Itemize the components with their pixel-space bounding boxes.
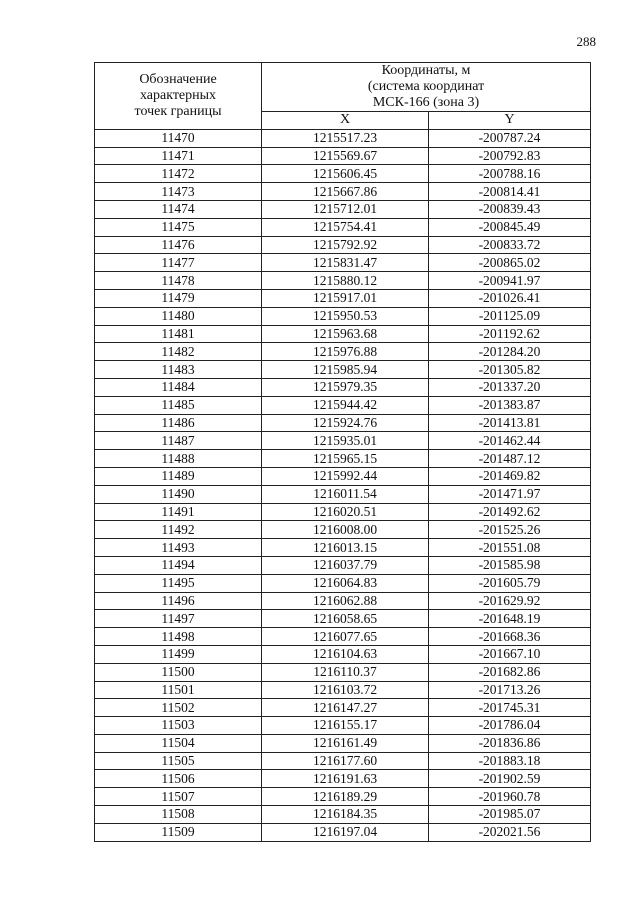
point-id-cell: 11479 [95,289,262,307]
table-row [95,343,591,361]
table-row [95,147,591,165]
x-coordinate-cell: 1216191.63 [262,770,429,788]
x-coordinate-cell: 1216184.35 [262,806,429,824]
table-row [95,592,591,610]
y-coordinate-cell: -201492.62 [429,503,591,521]
point-id-cell: 11492 [95,521,262,539]
y-coordinate-cell: -201337.20 [429,378,591,396]
y-coordinate-cell: -201026.41 [429,289,591,307]
x-coordinate-cell: 1215667.86 [262,183,429,201]
coordinates-table [94,62,591,842]
point-header-line: Обозначение [139,71,217,87]
y-coordinate-cell: -200839.43 [429,200,591,218]
table-row [95,539,591,557]
x-coordinate-cell: 1215880.12 [262,272,429,290]
point-id-cell: 11494 [95,556,262,574]
table-row [95,361,591,379]
x-coordinate-cell: 1215924.76 [262,414,429,432]
coords-header-line: МСК-166 (зона 3) [372,95,480,110]
table-row [95,645,591,663]
y-coordinate-cell: -201585.98 [429,556,591,574]
x-coordinate-cell: 1215985.94 [262,361,429,379]
point-column-header [95,63,262,130]
y-coordinate-cell: -202021.56 [429,823,591,841]
point-id-cell: 11502 [95,699,262,717]
y-coordinate-cell: -201525.26 [429,521,591,539]
point-id-cell: 11470 [95,129,262,147]
x-coordinate-cell: 1216013.15 [262,539,429,557]
y-coordinate-cell: -201629.92 [429,592,591,610]
x-coordinate-cell: 1215831.47 [262,254,429,272]
table-row [95,183,591,201]
point-id-cell: 11501 [95,681,262,699]
y-coordinate-cell: -201284.20 [429,343,591,361]
table-row [95,432,591,450]
point-id-cell: 11474 [95,200,262,218]
y-coordinate-cell: -200833.72 [429,236,591,254]
point-id-cell: 11473 [95,183,262,201]
table-row [95,254,591,272]
y-coordinate-cell: -201413.81 [429,414,591,432]
x-coordinate-cell: 1215754.41 [262,218,429,236]
table-row [95,236,591,254]
point-id-cell: 11472 [95,165,262,183]
x-coordinate-cell: 1215606.45 [262,165,429,183]
point-id-cell: 11503 [95,717,262,735]
table-row [95,823,591,841]
table-row [95,129,591,147]
point-id-cell: 11498 [95,628,262,646]
point-id-cell: 11504 [95,734,262,752]
x-coordinate-cell: 1215965.15 [262,450,429,468]
x-coordinate-cell: 1216177.60 [262,752,429,770]
table-row [95,200,591,218]
table-row [95,467,591,485]
x-coordinate-cell: 1215979.35 [262,378,429,396]
table-row [95,699,591,717]
y-coordinate-cell: -201786.04 [429,717,591,735]
x-coordinate-cell: 1216062.88 [262,592,429,610]
x-coordinate-cell: 1215976.88 [262,343,429,361]
point-id-cell: 11486 [95,414,262,432]
x-coordinate-cell: 1215712.01 [262,200,429,218]
y-coordinate-cell: -201605.79 [429,574,591,592]
x-coordinate-cell: 1216064.83 [262,574,429,592]
x-coordinate-cell: 1215992.44 [262,467,429,485]
y-coordinate-cell: -200814.41 [429,183,591,201]
table-row [95,663,591,681]
point-header-line: точек границы [134,103,222,119]
y-coordinate-cell: -200792.83 [429,147,591,165]
table-row [95,396,591,414]
table-row [95,414,591,432]
table-header-row [95,63,591,112]
point-id-cell: 11495 [95,574,262,592]
y-coordinate-cell: -201648.19 [429,610,591,628]
point-id-cell: 11480 [95,307,262,325]
point-id-cell: 11478 [95,272,262,290]
table-row [95,218,591,236]
point-id-cell: 11477 [95,254,262,272]
y-coordinate-cell: -201192.62 [429,325,591,343]
y-coordinate-cell: -201682.86 [429,663,591,681]
x-coordinate-cell: 1216058.65 [262,610,429,628]
coords-header-line: Координаты, м [381,63,471,78]
point-id-cell: 11483 [95,361,262,379]
y-coordinate-cell: -201551.08 [429,539,591,557]
y-coordinate-cell: -200865.02 [429,254,591,272]
x-coordinate-cell: 1216037.79 [262,556,429,574]
point-id-cell: 11506 [95,770,262,788]
x-coordinate-cell: 1216147.27 [262,699,429,717]
x-coordinate-cell: 1216011.54 [262,485,429,503]
x-coordinate-cell: 1216161.49 [262,734,429,752]
x-coordinate-cell: 1215935.01 [262,432,429,450]
x-coordinate-cell: 1216020.51 [262,503,429,521]
point-id-cell: 11497 [95,610,262,628]
y-coordinate-cell: -201462.44 [429,432,591,450]
table-row [95,307,591,325]
x-coordinate-cell: 1216197.04 [262,823,429,841]
y-coordinate-cell: -201836.86 [429,734,591,752]
y-coordinate-cell: -201125.09 [429,307,591,325]
table-row [95,752,591,770]
table-row [95,165,591,183]
point-id-cell: 11471 [95,147,262,165]
table-row [95,717,591,735]
point-id-cell: 11509 [95,823,262,841]
y-coordinate-cell: -201902.59 [429,770,591,788]
table-row [95,628,591,646]
x-coordinate-cell: 1215569.67 [262,147,429,165]
y-coordinate-cell: -200941.97 [429,272,591,290]
y-coordinate-cell: -201305.82 [429,361,591,379]
y-coordinate-cell: -201985.07 [429,806,591,824]
table-row [95,734,591,752]
point-id-cell: 11476 [95,236,262,254]
x-coordinate-cell: 1216103.72 [262,681,429,699]
table-body [95,129,591,841]
point-id-cell: 11475 [95,218,262,236]
coordinates-header [262,63,591,112]
point-id-cell: 11481 [95,325,262,343]
table-row [95,610,591,628]
point-id-cell: 11496 [95,592,262,610]
y-coordinate-cell: -201960.78 [429,788,591,806]
point-id-cell: 11500 [95,663,262,681]
point-id-cell: 11482 [95,343,262,361]
x-coordinate-cell: 1215963.68 [262,325,429,343]
x-coordinate-cell: 1215517.23 [262,129,429,147]
page-number: 288 [576,34,596,49]
coords-header-line: (система координат [367,79,485,94]
y-coordinate-cell: -201469.82 [429,467,591,485]
y-coordinate-cell: -201487.12 [429,450,591,468]
x-column-header: X [262,112,429,130]
x-coordinate-cell: 1216110.37 [262,663,429,681]
point-id-cell: 11491 [95,503,262,521]
point-id-cell: 11488 [95,450,262,468]
x-coordinate-cell: 1216189.29 [262,788,429,806]
table-row [95,485,591,503]
point-id-cell: 11508 [95,806,262,824]
y-coordinate-cell: -200787.24 [429,129,591,147]
point-id-cell: 11489 [95,467,262,485]
table-row [95,325,591,343]
y-coordinate-cell: -201713.26 [429,681,591,699]
x-coordinate-cell: 1215792.92 [262,236,429,254]
x-coordinate-cell: 1215950.53 [262,307,429,325]
point-header-line: характерных [139,87,217,103]
point-id-cell: 11484 [95,378,262,396]
table-row [95,378,591,396]
point-id-cell: 11493 [95,539,262,557]
table-row [95,503,591,521]
table-row [95,770,591,788]
x-coordinate-cell: 1216077.65 [262,628,429,646]
y-coordinate-cell: -201745.31 [429,699,591,717]
y-coordinate-cell: -201667.10 [429,645,591,663]
y-coordinate-cell: -201883.18 [429,752,591,770]
table-row [95,521,591,539]
point-id-cell: 11505 [95,752,262,770]
table-row [95,556,591,574]
table-row [95,450,591,468]
point-id-cell: 11499 [95,645,262,663]
table-row [95,788,591,806]
table-row [95,681,591,699]
table-row [95,289,591,307]
y-column-header: Y [429,112,591,130]
table-row [95,272,591,290]
y-coordinate-cell: -201383.87 [429,396,591,414]
table-row [95,574,591,592]
table-row [95,806,591,824]
y-coordinate-cell: -200845.49 [429,218,591,236]
y-coordinate-cell: -201471.97 [429,485,591,503]
point-id-cell: 11507 [95,788,262,806]
y-coordinate-cell: -200788.16 [429,165,591,183]
point-id-cell: 11485 [95,396,262,414]
y-coordinate-cell: -201668.36 [429,628,591,646]
x-coordinate-cell: 1215917.01 [262,289,429,307]
x-coordinate-cell: 1215944.42 [262,396,429,414]
x-coordinate-cell: 1216008.00 [262,521,429,539]
x-coordinate-cell: 1216104.63 [262,645,429,663]
x-coordinate-cell: 1216155.17 [262,717,429,735]
point-id-cell: 11487 [95,432,262,450]
point-id-cell: 11490 [95,485,262,503]
